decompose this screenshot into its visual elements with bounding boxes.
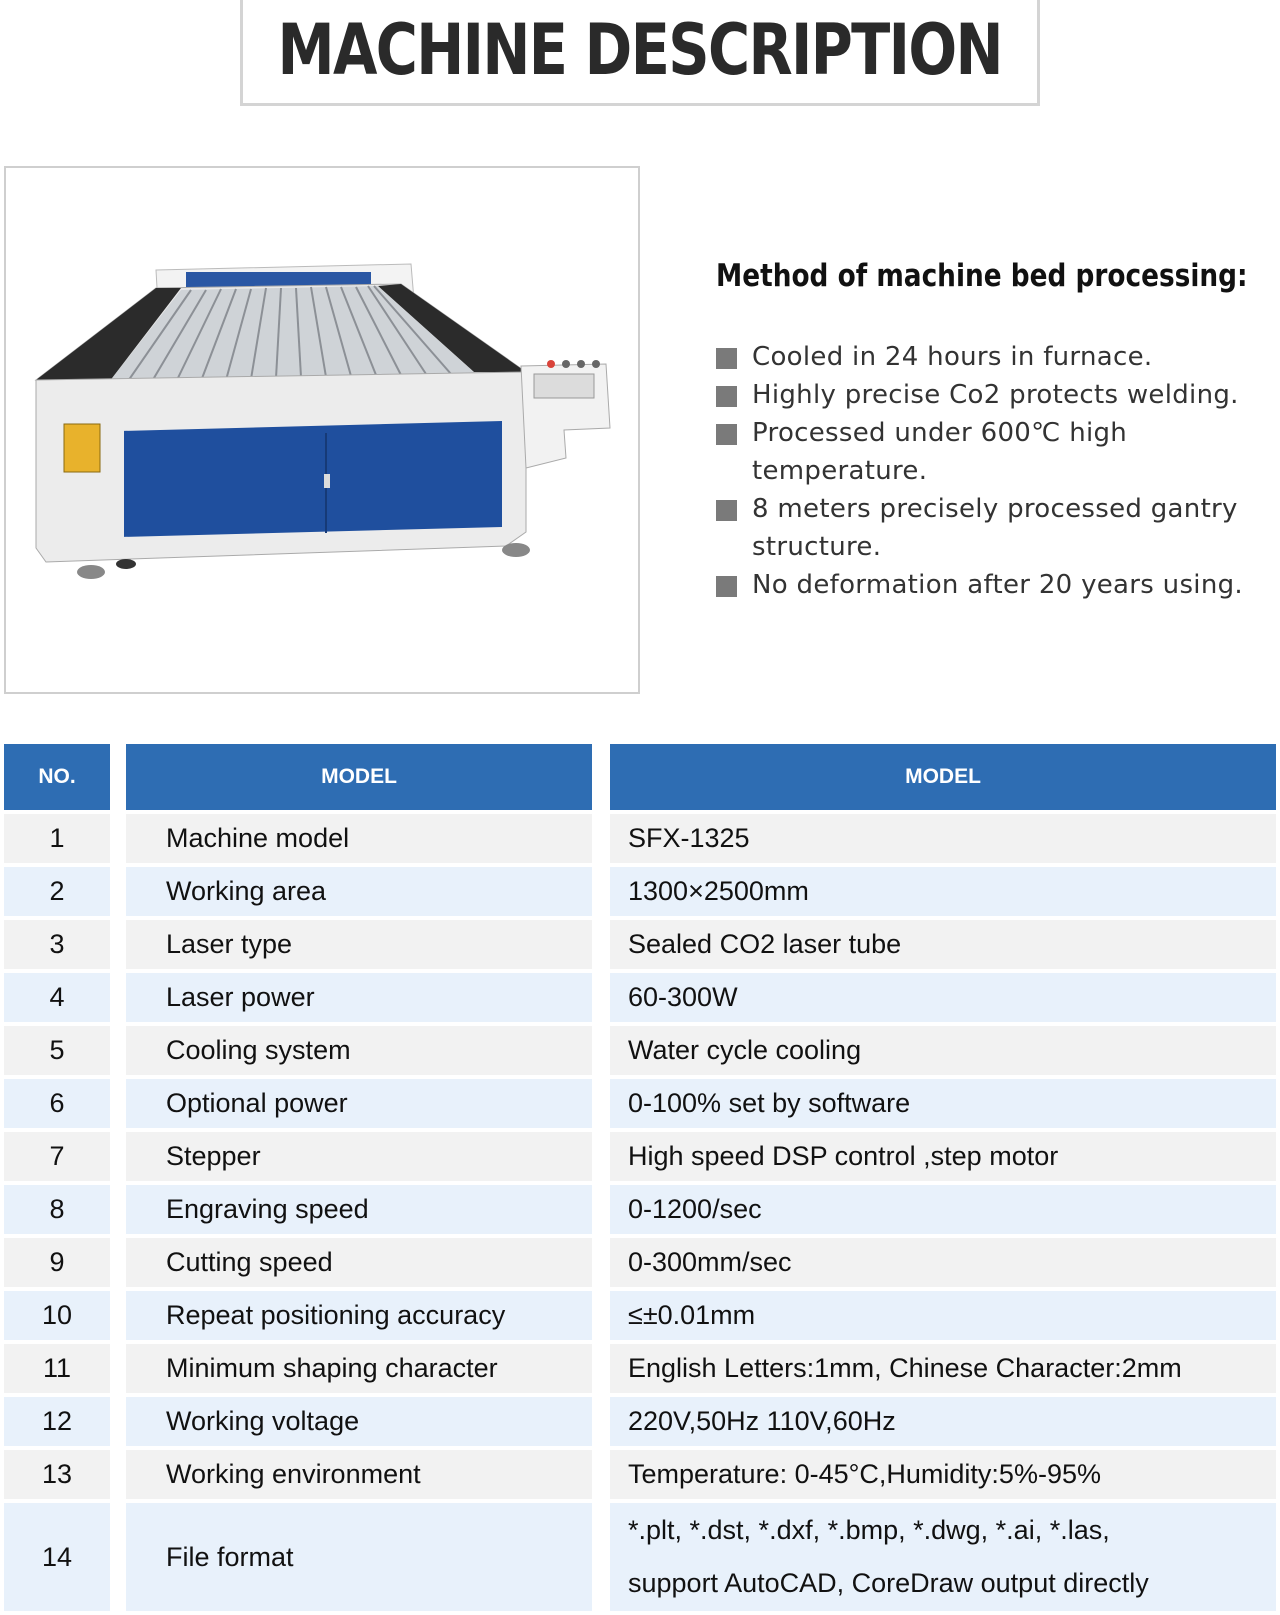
table-header <box>4 744 1276 810</box>
table-row <box>4 1397 1276 1446</box>
table-row <box>4 1079 1276 1128</box>
method-heading: Method of machine bed processing: <box>716 258 1248 294</box>
row-number: 1 <box>4 814 110 863</box>
table-row <box>4 1238 1276 1287</box>
list-item: Highly precise Co2 protects welding. <box>716 376 1276 414</box>
bullet-square-icon <box>716 576 737 597</box>
row-value: 1300×2500mm <box>610 867 1276 916</box>
row-value: 0-300mm/sec <box>610 1238 1276 1287</box>
table-row <box>4 1503 1276 1611</box>
product-image-frame <box>4 166 640 694</box>
table-row <box>4 1450 1276 1499</box>
table-row <box>4 920 1276 969</box>
row-value: 0-100% set by software <box>610 1079 1276 1128</box>
table-row <box>4 1344 1276 1393</box>
row-value: SFX-1325 <box>610 814 1276 863</box>
row-parameter: File format <box>126 1503 592 1611</box>
bullet-square-icon <box>716 386 737 407</box>
row-value: Sealed CO2 laser tube <box>610 920 1276 969</box>
row-parameter: Machine model <box>126 814 592 863</box>
row-value-line: support AutoCAD, CoreDraw output directly <box>628 1568 1149 1598</box>
row-number: 6 <box>4 1079 110 1128</box>
header-model-value: MODEL <box>610 744 1276 810</box>
header-model: MODEL <box>126 744 592 810</box>
list-item: Cooled in 24 hours in furnace. <box>716 338 1276 376</box>
row-parameter: Laser power <box>126 973 592 1022</box>
row-number: 7 <box>4 1132 110 1181</box>
list-item: 8 meters precisely processed gantry structure. <box>716 490 1276 566</box>
table-row <box>4 1185 1276 1234</box>
row-parameter: Optional power <box>126 1079 592 1128</box>
table-row <box>4 814 1276 863</box>
row-number: 13 <box>4 1450 110 1499</box>
row-number: 5 <box>4 1026 110 1075</box>
row-number: 11 <box>4 1344 110 1393</box>
bullet-square-icon <box>716 500 737 521</box>
row-parameter: Repeat positioning accuracy <box>126 1291 592 1340</box>
list-item: Processed under 600℃ high temperature. <box>716 414 1276 490</box>
row-value: 0-1200/sec <box>610 1185 1276 1234</box>
row-value: 60-300W <box>610 973 1276 1022</box>
title-box <box>240 0 1040 106</box>
row-number: 8 <box>4 1185 110 1234</box>
row-parameter: Cooling system <box>126 1026 592 1075</box>
laser-cutting-machine-photo <box>6 168 638 692</box>
row-parameter: Working voltage <box>126 1397 592 1446</box>
row-value: English Letters:1mm, Chinese Character:2mm <box>610 1344 1276 1393</box>
row-number: 4 <box>4 973 110 1022</box>
row-parameter: Stepper <box>126 1132 592 1181</box>
row-value: 220V,50Hz 110V,60Hz <box>610 1397 1276 1446</box>
table-row <box>4 867 1276 916</box>
row-parameter: Cutting speed <box>126 1238 592 1287</box>
row-number: 2 <box>4 867 110 916</box>
row-value <box>610 1503 1276 1611</box>
row-parameter: Engraving speed <box>126 1185 592 1234</box>
table-row <box>4 973 1276 1022</box>
row-parameter: Working environment <box>126 1450 592 1499</box>
row-value-line: *.plt, *.dst, *.dxf, *.bmp, *.dwg, *.ai, *.las, <box>628 1515 1110 1545</box>
row-value: Water cycle cooling <box>610 1026 1276 1075</box>
list-item: No deformation after 20 years using. <box>716 566 1276 604</box>
bullet-square-icon <box>716 424 737 445</box>
bullet-square-icon <box>716 348 737 369</box>
table-row <box>4 1132 1276 1181</box>
row-number: 10 <box>4 1291 110 1340</box>
spec-table <box>4 744 1276 1615</box>
method-section <box>716 258 1276 604</box>
row-number: 12 <box>4 1397 110 1446</box>
row-value: ≤±0.01mm <box>610 1291 1276 1340</box>
row-number: 9 <box>4 1238 110 1287</box>
row-parameter: Minimum shaping character <box>126 1344 592 1393</box>
row-number: 3 <box>4 920 110 969</box>
header-no: NO. <box>4 744 110 810</box>
row-parameter: Laser type <box>126 920 592 969</box>
method-list <box>716 338 1276 604</box>
row-parameter: Working area <box>126 867 592 916</box>
table-row <box>4 1291 1276 1340</box>
row-number: 14 <box>4 1503 110 1611</box>
page-title: MACHINE DESCRIPTION <box>277 8 1003 91</box>
row-value: High speed DSP control ,step motor <box>610 1132 1276 1181</box>
row-value: Temperature: 0-45°C,Humidity:5%-95% <box>610 1450 1276 1499</box>
table-row <box>4 1026 1276 1075</box>
